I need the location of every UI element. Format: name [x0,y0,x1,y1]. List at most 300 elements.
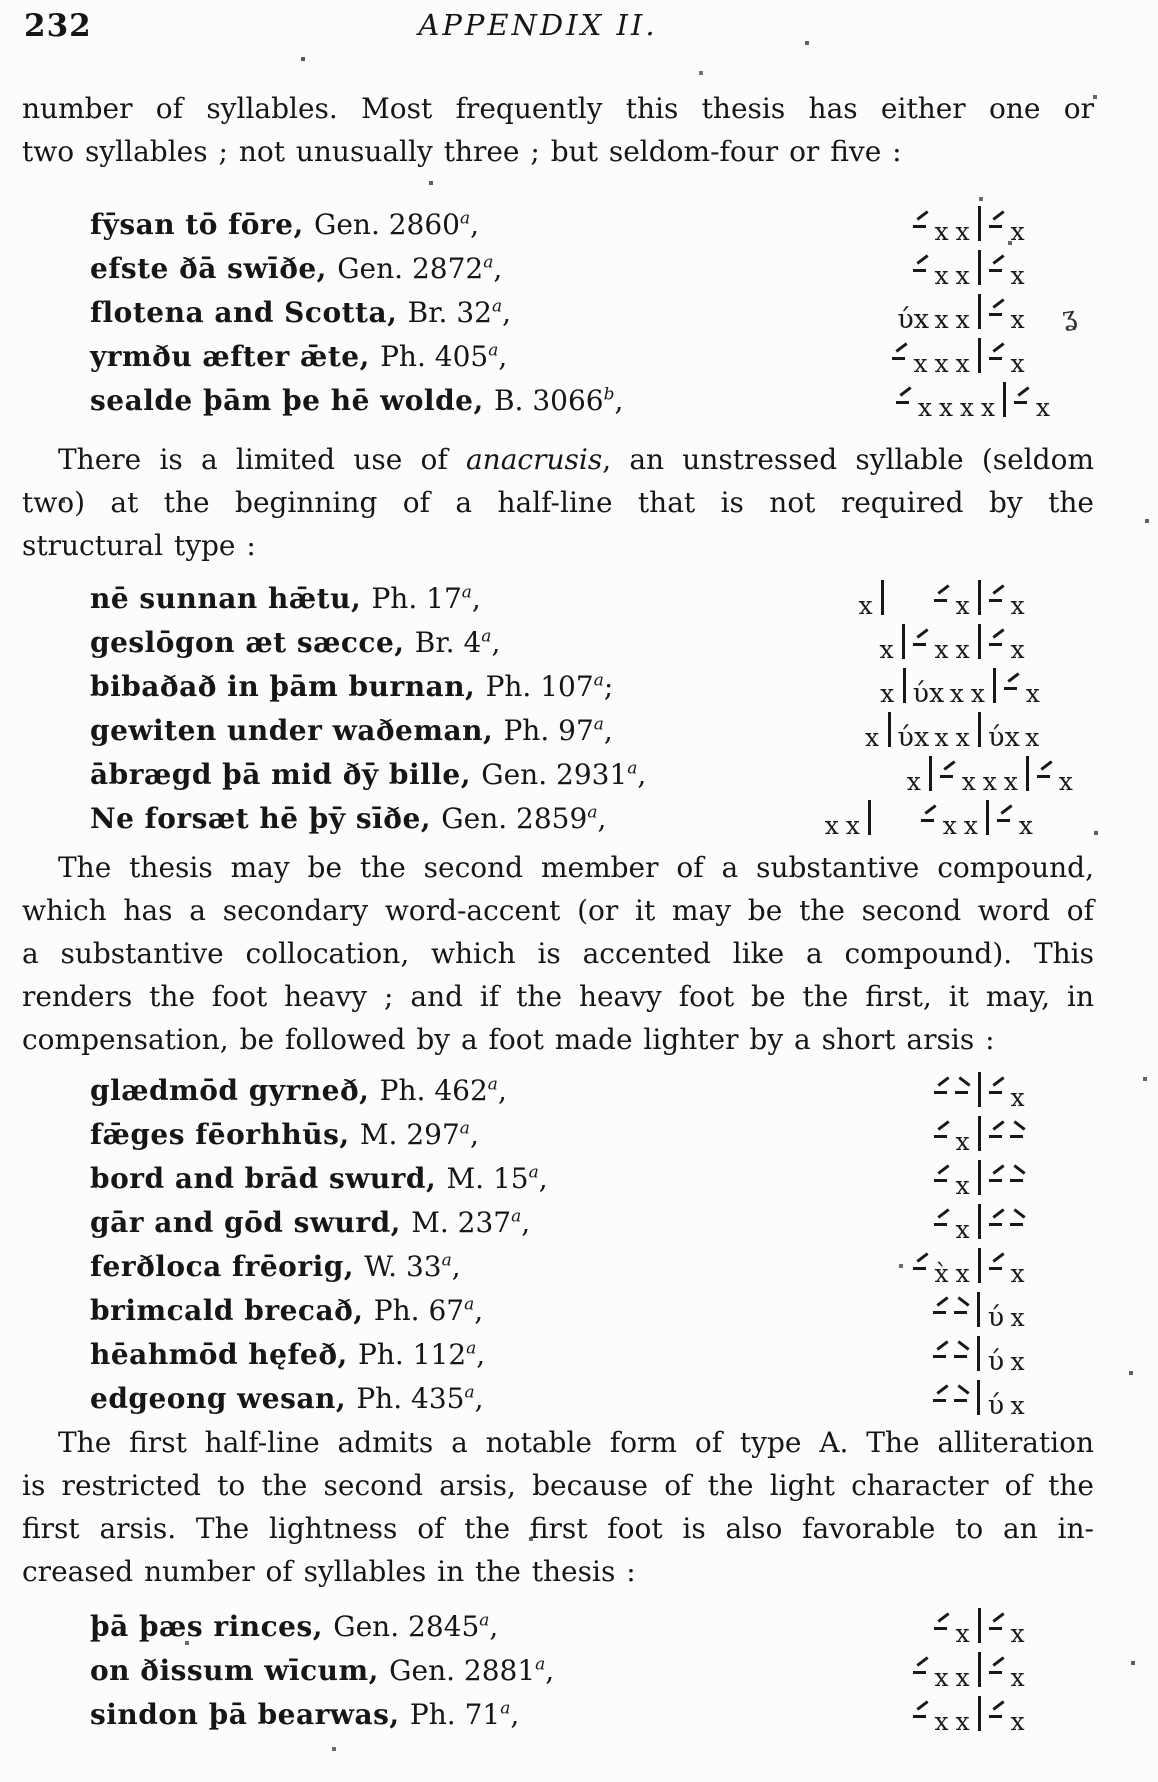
verse-row [90,379,1094,423]
metrical-mark-acute [988,1164,1005,1194]
metrical-mark-acute [988,342,1005,372]
verse-reference: Br. 32 [407,296,492,329]
reference-superscript: a [587,802,598,823]
verse-text [90,335,507,379]
metrical-mark-acute [912,628,929,658]
metrical-mark-resolved: ύ [987,1302,1005,1333]
text-segment: first arsis. The lightness of the first foot is also favorable to an in- [22,1512,1094,1545]
metrical-mark-x: x [959,393,974,422]
metrical-mark-acute [988,1700,1005,1730]
metrical-mark-acute [988,1612,1005,1642]
verse-example-block-type-a [90,1605,1094,1737]
metrical-mark-acute [988,1208,1005,1238]
metrical-mark-x: x [955,1127,970,1156]
metrical-mark-x: x [1010,1303,1025,1332]
verse-row [90,1377,1094,1421]
metrical-mark-x: x [955,217,970,246]
metrical-mark-xgrave: x̀ [934,1259,949,1288]
metrical-mark-grave [1009,1208,1026,1238]
old-english-half-line: sealde þām þe hē wolde, [90,384,494,417]
old-english-half-line: hēahmōd hęfeð, [90,1338,359,1371]
old-english-half-line: brimcald brecað, [90,1294,374,1327]
metrical-mark-acute [933,584,950,614]
metrical-mark-bar [974,1340,983,1370]
metrical-mark-bar [975,1252,984,1282]
old-english-half-line: bibaðað in þām burnan, [90,670,486,703]
metrical-notation [623,383,1119,427]
metrical-mark-x: x [1010,635,1025,664]
paragraph-line [22,87,1094,130]
metrical-mark-x: x [1010,1707,1025,1736]
reference-superscript: a [466,1338,477,1359]
metrical-notation [598,1205,1094,1249]
reference-tail: , [451,1250,461,1283]
verse-reference: Ph. 71 [409,1698,501,1731]
metrical-mark-resolvedx: ύx [897,304,929,335]
reference-superscript: a [441,1250,452,1271]
metrical-mark-x: x [955,723,970,752]
reference-superscript: a [460,208,471,229]
verse-row [90,1649,1094,1693]
metrical-mark-resolved: ύ [987,1390,1005,1421]
metrical-mark-grave [953,1384,970,1414]
metrical-mark-acute [988,628,1005,658]
metrical-mark-bar [983,804,992,834]
paragraph-line [22,846,1094,889]
metrical-mark-x: x [1010,1347,1025,1376]
text-segment: compensation, be followed by a foot made lighter by a short arsis : [22,1023,995,1056]
reference-superscript: a [500,1698,511,1719]
verse-row [90,1333,1094,1377]
reference-superscript: a [627,758,638,779]
metrical-mark-acute [920,804,937,834]
metrical-mark-x: x [1025,679,1040,708]
old-english-half-line: bord and brād swurd, [90,1162,447,1195]
verse-reference: Ph. 435 [356,1382,465,1415]
old-english-half-line: fǣges fēorhhūs, [90,1118,360,1151]
handwritten-margin-mark: ʓ [1059,301,1079,333]
reference-tail: , [614,384,624,417]
metrical-notation [613,669,1109,713]
old-english-half-line: sindon þā bearwas, [90,1698,410,1731]
metrical-mark-x: x [955,349,970,378]
running-title: APPENDIX II. [418,8,658,42]
reference-superscript: a [528,1162,539,1183]
old-english-half-line: gewiten under waðeman, [90,714,504,747]
metrical-mark-bar [899,628,908,658]
verse-reference: Ph. 17 [371,582,462,615]
paragraph-line [22,1550,1094,1593]
metrical-mark-x: x [963,811,978,840]
metrical-mark-x: x [934,349,949,378]
metrical-mark-x: x [879,635,894,664]
metrical-notation [598,1073,1094,1117]
text-segment: number of syllables. Most frequently this thesis has either one or [22,92,1094,125]
reference-tail: , [493,252,503,285]
metrical-mark-x: x [955,1215,970,1244]
verse-row [90,1201,1094,1245]
metrical-mark-bar [975,584,984,614]
metrical-notation [598,1337,1094,1381]
reference-tail: , [474,1382,484,1415]
paragraph-line [22,438,1094,481]
metrical-notation [598,1117,1094,1161]
metrical-mark-acute [912,1252,929,1282]
paragraph-line [22,1464,1094,1507]
metrical-mark-x: x [858,591,873,620]
text-segment: renders the foot heavy ; and if the heavy foot be the first, it may, in [22,980,1094,1013]
metrical-mark-x: x [982,767,997,796]
verse-reference: B. 3066 [493,384,604,417]
reference-tail: , [491,626,501,659]
metrical-mark-x: x [1010,261,1025,290]
metrical-mark-x: x [934,305,949,334]
verse-text [90,1377,484,1421]
old-english-half-line: fȳsan tō fōre, [90,208,314,241]
reference-tail: , [545,1654,555,1687]
old-english-half-line: Ne forsæt hē þȳ sīðe, [90,802,442,835]
verse-text [90,379,623,423]
metrical-mark-x: x [1010,217,1025,246]
paragraph-type-a [22,1421,1094,1593]
reference-superscript: a [464,1294,475,1315]
metrical-mark-x: x [955,305,970,334]
text-segment: is restricted to the second arsis, because of the light character of the [22,1469,1094,1502]
paragraph-anacrusis [22,438,1094,567]
reference-tail: , [489,1610,499,1643]
metrical-mark-x: x [1003,767,1018,796]
verse-reference: Gen. 2931 [481,758,628,791]
metrical-mark-bar [1023,760,1032,790]
metrical-mark-grave [954,1076,971,1106]
reference-tail: , [471,582,481,615]
metrical-mark-bar [975,254,984,284]
metrical-mark-bar [885,716,894,746]
metrical-mark-x: x [942,811,957,840]
old-english-half-line: efste ðā swīðe, [90,252,338,285]
metrical-mark-bar [975,1700,984,1730]
metrical-mark-gap [891,584,929,614]
old-english-half-line: nē sunnan hǣtu, [90,582,372,615]
metrical-mark-x: x [824,811,839,840]
metrical-mark-x: x [955,1259,970,1288]
metrical-mark-acute [988,298,1005,328]
metrical-mark-x: x [955,1619,970,1648]
metrical-mark-x: x [913,349,928,378]
verse-text [90,1693,519,1737]
metrical-notation [598,1293,1094,1337]
verse-row [90,1157,1094,1201]
metrical-mark-resolvedx: ύx [897,722,930,753]
old-english-half-line: edgeong wesan, [90,1382,357,1415]
metrical-mark-bar [974,1384,983,1414]
metrical-mark-acute [912,1656,929,1686]
verse-reference: Ph. 405 [380,340,489,373]
metrical-mark-x: x [1010,349,1025,378]
reference-tail: , [497,1074,507,1107]
metrical-notation [598,1249,1094,1293]
metrical-mark-bar [975,1612,984,1642]
metrical-notation [598,295,1094,339]
reference-superscript: a [479,1610,490,1631]
metrical-mark-x: x [1010,591,1025,620]
verse-text [90,1201,530,1245]
reference-tail: , [502,296,512,329]
metrical-mark-bar [975,210,984,240]
metrical-mark-x: x [1010,1619,1025,1648]
paragraph-substantive-compound [22,846,1094,1061]
verse-text [90,1245,461,1289]
metrical-mark-x: x [961,767,976,796]
verse-row [90,709,1094,753]
page-header [22,8,1094,50]
reference-superscript: a [481,626,492,647]
metrical-mark-x: x [1010,1259,1025,1288]
page-number: 232 [24,8,92,44]
old-english-half-line: on ðissum wīcum, [90,1654,390,1687]
metrical-mark-x: x [955,1171,970,1200]
metrical-notation [598,1697,1094,1741]
reference-superscript: a [483,252,494,273]
text-segment: The thesis may be the second member of a substantive compound, [58,851,1094,884]
verse-text [90,665,613,709]
verse-text [90,203,479,247]
reference-superscript: a [593,714,604,735]
metrical-mark-acute [933,1208,950,1238]
verse-row [90,797,1094,841]
metrical-mark-acute [912,254,929,284]
verse-text [90,1649,554,1693]
paragraph-line [22,130,1094,173]
verse-text [90,1333,485,1377]
metrical-notation [598,625,1094,669]
metrical-mark-bar [878,584,887,614]
verse-row [90,1069,1094,1113]
old-english-half-line: gār and gōd swurd, [90,1206,412,1239]
verse-text [90,1605,498,1649]
metrical-mark-bar [975,628,984,658]
reference-tail: , [476,1338,486,1371]
verse-reference: M. 297 [359,1118,460,1151]
metrical-mark-bar [1000,386,1009,416]
verse-reference: M. 15 [446,1162,529,1195]
metrical-mark-acute [912,1700,929,1730]
reference-tail: , [637,758,647,791]
old-english-half-line: þā þæs rinces, [90,1610,334,1643]
reference-tail: , [470,208,480,241]
metrical-mark-bar [975,716,984,746]
reference-superscript: a [461,582,472,603]
reference-tail: , [498,340,508,373]
reference-superscript: a [487,1074,498,1095]
verse-reference: Gen. 2872 [337,252,484,285]
verse-text [90,797,606,841]
metrical-mark-acute [933,1164,950,1194]
metrical-mark-grave [953,1340,970,1370]
metrical-mark-bar [974,1296,983,1326]
verse-text [90,709,613,753]
metrical-mark-acute [1013,386,1030,416]
metrical-mark-bar [975,1164,984,1194]
old-english-half-line: geslōgon æt sæcce, [90,626,415,659]
metrical-notation [598,1381,1094,1425]
verse-text [90,1113,479,1157]
metrical-notation [598,207,1094,251]
metrical-mark-acute [988,1656,1005,1686]
verse-row [90,621,1094,665]
verse-text [90,247,502,291]
metrical-mark-bar [975,1076,984,1106]
reference-tail: , [538,1162,548,1195]
metrical-mark-acute [912,210,929,240]
metrical-notation [598,581,1094,625]
reference-tail: , [469,1118,479,1151]
verse-reference: Gen. 2859 [441,802,588,835]
metrical-mark-x: x [934,635,949,664]
verse-text [90,753,646,797]
verse-reference: Br. 4 [414,626,482,659]
metrical-mark-acute [895,386,912,416]
metrical-mark-x: x [1018,811,1033,840]
paragraph-line [22,524,1094,567]
metrical-mark-x: x [1010,305,1025,334]
reference-superscript: a [464,1382,475,1403]
verse-row [90,665,1094,709]
reference-superscript: a [491,296,503,317]
metrical-mark-x: x [934,723,949,752]
metrical-mark-acute [988,1252,1005,1282]
verse-text [90,577,481,621]
paragraph-line [22,889,1094,932]
text-segment: two syllables ; not unusually three ; but seldom-four or five : [22,135,902,168]
metrical-mark-x: x [864,723,880,752]
metrical-mark-x: x [955,1707,970,1736]
old-english-half-line: yrmðu æfter ǣte, [90,340,381,373]
verse-reference: Ph. 107 [485,670,594,703]
verse-text [90,621,500,665]
verse-reference: W. 33 [364,1250,442,1283]
metrical-mark-x: x [934,217,949,246]
metrical-mark-x: x [845,811,860,840]
metrical-mark-acute [932,1340,949,1370]
text-segment: The first half-line admits a notable form of type A. The alliteration [58,1426,1094,1459]
old-english-half-line: ābrægd þā mid ðȳ bille, [90,758,482,791]
verse-text [90,1069,507,1113]
metrical-mark-x: x [917,393,932,422]
reference-superscript: a [535,1654,546,1675]
reference-superscript: a [511,1206,522,1227]
reference-tail: , [597,802,607,835]
paragraph-line [22,1507,1094,1550]
metrical-mark-x: x [1010,1083,1025,1112]
metrical-mark-x: x [934,1707,949,1736]
metrical-notation [606,801,1102,845]
metrical-mark-bar [975,1120,984,1150]
metrical-mark-grave [1009,1164,1026,1194]
verse-reference: Gen. 2881 [389,1654,536,1687]
reference-tail: , [603,714,613,747]
paragraph-syllable-count [22,87,1094,173]
metrical-mark-resolvedx: ύx [912,678,945,709]
reference-tail: , [510,1698,520,1731]
verse-reference: Ph. 97 [503,714,594,747]
metrical-mark-x: x [955,261,970,290]
metrical-notation [598,251,1094,295]
old-english-half-line: glædmōd gyrneð, [90,1074,380,1107]
metrical-mark-x: x [955,635,970,664]
verse-example-block-secondary-accent [90,1069,1094,1421]
metrical-notation [613,713,1109,757]
paragraph-line [22,975,1094,1018]
metrical-mark-x: x [938,393,953,422]
metrical-notation [598,1609,1094,1653]
metrical-mark-x: x [970,679,985,708]
metrical-mark-resolved: ύ [987,1346,1005,1377]
metrical-mark-resolvedx: ύx [988,722,1020,753]
metrical-mark-acute [1036,760,1053,790]
verse-row [90,1693,1094,1737]
reference-superscript: b [603,384,615,405]
metrical-mark-acute [933,1076,950,1106]
verse-row [90,1289,1094,1333]
metrical-mark-x: x [949,679,964,708]
metrical-mark-x: x [906,767,921,796]
metrical-mark-bar [975,342,984,372]
verse-reference: Gen. 2860 [313,208,460,241]
reference-superscript: a [488,340,499,361]
metrical-mark-x: x [1035,393,1050,422]
metrical-mark-x: x [955,591,970,620]
verse-row [90,335,1094,379]
metrical-mark-x: x [1010,1391,1025,1420]
verse-text [90,291,511,335]
metrical-mark-acute [939,760,956,790]
verse-example-block-thesis [90,203,1094,423]
verse-row [90,1113,1094,1157]
metrical-mark-bar [975,1656,984,1686]
metrical-mark-bar [990,672,999,702]
metrical-mark-acute [988,210,1005,240]
metrical-mark-x: x [955,1663,970,1692]
metrical-mark-grave [1009,1120,1026,1150]
metrical-mark-acute [988,584,1005,614]
metrical-mark-acute [996,804,1013,834]
metrical-mark-acute [932,1384,949,1414]
metrical-mark-x: x [934,1663,949,1692]
metrical-mark-x: x [934,261,949,290]
metrical-mark-acute [988,1076,1005,1106]
metrical-mark-x: x [980,393,995,422]
old-english-half-line: flotena and Scotta, [90,296,408,329]
italic-term: anacrusis [465,443,603,476]
verse-row [90,577,1094,621]
text-segment: which has a secondary word-accent (or it may be the second word of [22,894,1094,927]
metrical-notation [646,757,1142,801]
old-english-half-line: ferðloca frēorig, [90,1250,365,1283]
metrical-mark-grave [953,1296,970,1326]
verse-text [90,1289,483,1333]
scan-noise-specks [0,0,2,2]
reference-superscript: a [593,670,604,691]
metrical-mark-bar [865,804,874,834]
verse-reference: Ph. 112 [358,1338,467,1371]
verse-row [90,1605,1094,1649]
metrical-mark-x: x [1025,723,1040,752]
verse-reference: Gen. 2845 [333,1610,480,1643]
verse-row [90,753,1094,797]
metrical-mark-acute [988,1120,1005,1150]
metrical-mark-x: x [1058,767,1073,796]
